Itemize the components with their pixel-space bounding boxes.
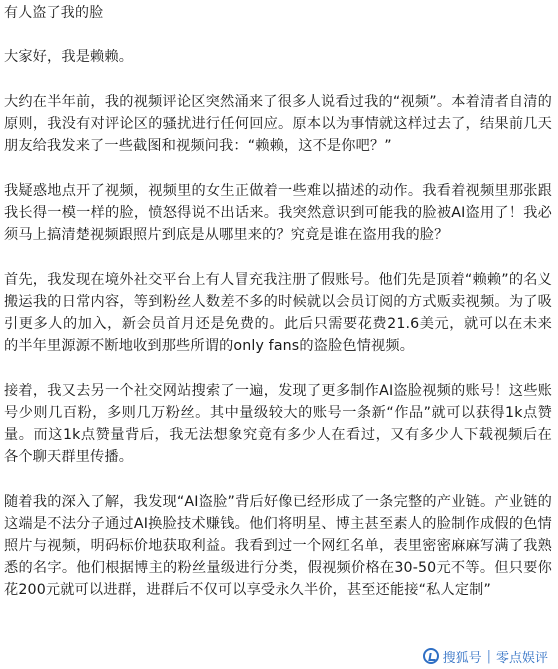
sohu-logo-icon xyxy=(423,648,439,664)
paragraph-industry-chain: 随着我的深入了解，我发现“AI盗脸”背后好像已经形成了一条完整的产业链。产业链的这端是不法分子通过AI换脸技术赚钱。他们将明星、博主甚至素人的脸制作成假的色情照片与视频，明码标价地获取利益。我看到过一个网红名单，表里密密麻麻写满了我熟悉的名字。他们根据博主的粉丝量级进行分类，假视频价格在30-50元不等。但只要你花200元就可以进群，进群后不仅可以享受永久半价，甚至还能接“私人定制” xyxy=(4,494,552,598)
source-watermark xyxy=(419,645,552,667)
watermark-brand: 搜狐号 xyxy=(442,650,482,666)
watermark-author: 零点娱评 xyxy=(495,650,548,666)
watermark-separator: | xyxy=(486,648,491,664)
paragraph-fake-account: 首先，我发现在境外社交平台上有人冒充我注册了假账号。他们先是顶着“赖赖”的名义搬运我的日常内容，等到粉丝人数差不多的时候就以会员订阅的方式贩卖视频。为了吸引更多人的加入，新会员首月还是免费的。此后只需要花费21.6美元，就可以在未来的半年里源源不断地收到那些所谓的only fans的盗脸色情视频。 xyxy=(4,272,552,354)
article-title: 有人盗了我的脸 xyxy=(4,5,104,21)
paragraph-greeting: 大家好，我是赖赖。 xyxy=(4,49,134,65)
paragraph-discovery: 我疑惑地点开了视频，视频里的女生正做着一些难以描述的动作。我看着视频里那张跟我长得一模一样的脸，愤怒得说不出话来。我突然意识到可能我的脸被AI盗用了！我必须马上搞清楚视频跟照片到底是从哪里来的？究竟是谁在盗用我的脸？ xyxy=(4,183,552,243)
article xyxy=(4,0,552,601)
paragraph-background: 大约在半年前，我的视频评论区突然涌来了很多人说看过我的“视频”。本着清者自清的原则，我没有对评论区的骚扰进行任何回应。原本以为事情就这样过去了，结果前几天朋友给我发来了一些截图和视频问我：“赖赖，这不是你吧？” xyxy=(4,94,552,154)
paragraph-more-accounts: 接着，我又去另一个社交网站搜索了一遍，发现了更多制作AI盗脸视频的账号！这些账号少则几百粉，多则几万粉丝。其中量级较大的账号一条新“作品”就可以获得1k点赞量。而这1k点赞量背后，我无法想象究竟有多少人在看过，又有多少人下载视频后在各个聊天群里传播。 xyxy=(4,383,552,465)
